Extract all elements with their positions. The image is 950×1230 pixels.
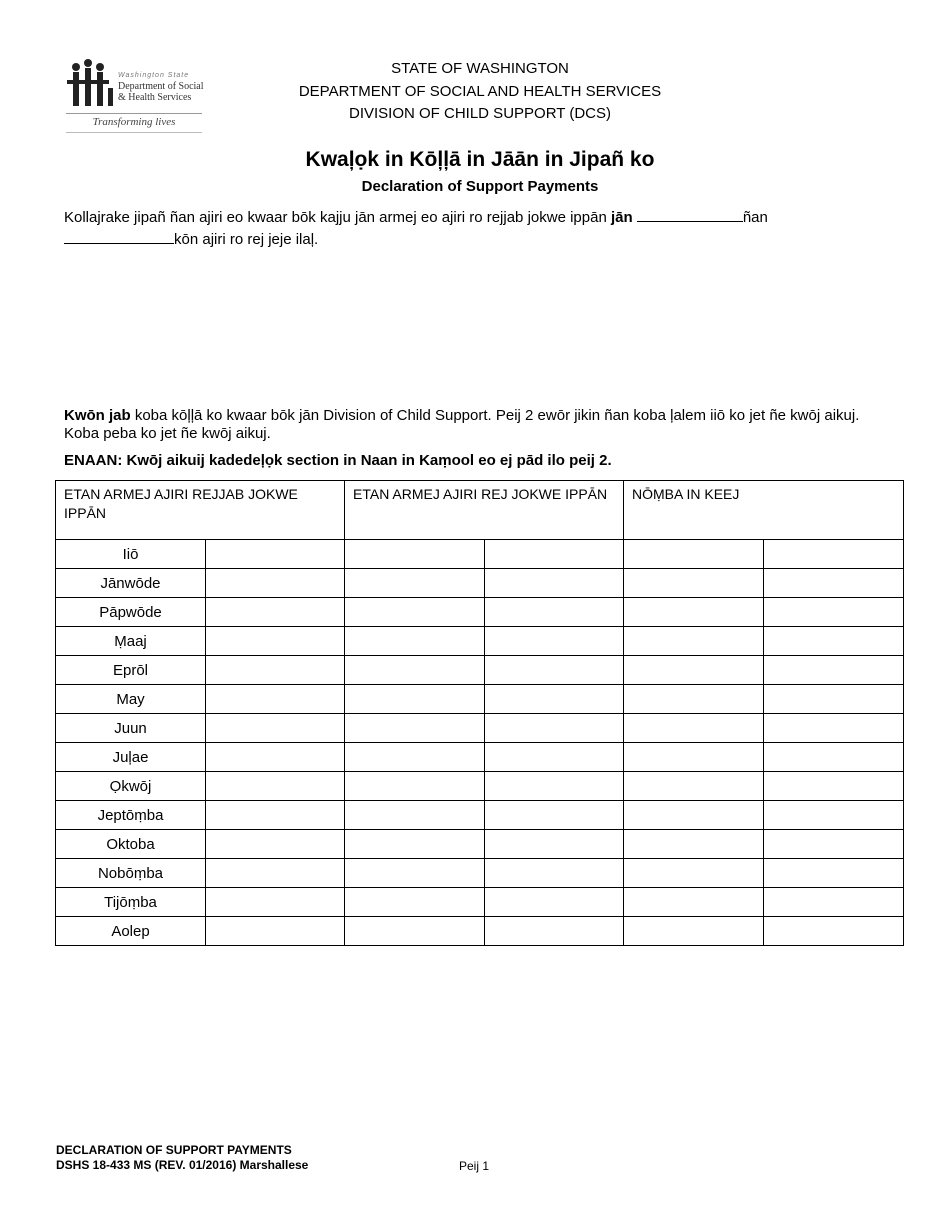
table-row	[56, 859, 904, 888]
entry-cell[interactable]	[206, 540, 345, 569]
entry-cell[interactable]	[485, 627, 624, 656]
table-row	[56, 685, 904, 714]
month-label: Ọkwōj	[56, 772, 206, 801]
entry-cell[interactable]	[764, 627, 904, 656]
column-header-case-number: NŌṂBA IN KEEJ	[624, 481, 904, 540]
entry-cell[interactable]	[624, 772, 764, 801]
entry-cell[interactable]	[345, 830, 485, 859]
page-title: Kwaļọk in Kōļļā in Jāān in Jipañ ko	[305, 148, 655, 171]
month-label: Jānwōde	[56, 569, 206, 598]
entry-cell[interactable]	[206, 772, 345, 801]
entry-cell[interactable]	[345, 743, 485, 772]
entry-cell[interactable]	[206, 656, 345, 685]
month-label: Iiō	[56, 540, 206, 569]
month-label: Pāpwōde	[56, 598, 206, 627]
entry-cell[interactable]	[764, 714, 904, 743]
entry-cell[interactable]	[624, 743, 764, 772]
table-row	[56, 830, 904, 859]
agency-division: DIVISION OF CHILD SUPPORT (DCS)	[349, 105, 611, 122]
table-row	[56, 627, 904, 656]
entry-cell[interactable]	[206, 627, 345, 656]
entry-cell[interactable]	[485, 801, 624, 830]
form-footer	[56, 1143, 308, 1173]
form-number: DSHS 18-433 MS (REV. 01/2016) Marshallese	[56, 1158, 309, 1172]
instruction-note: Kwōn jab koba kōļļā ko kwaar bōk jān Division of Child Support. Peij 2 ewōr jikin ñan koba ļalem iiō ko jet ñe kwōj aikuj. Koba peba ko jet ñe kwōj aikuj.	[64, 407, 860, 442]
from-name-field[interactable]	[637, 207, 743, 222]
payments-table	[55, 480, 904, 946]
column-header-payer: ETAN ARMEJ AJIRI REJJAB JOKWE IPPĀN	[56, 481, 345, 540]
month-label: Juun	[56, 714, 206, 743]
entry-cell[interactable]	[624, 917, 764, 946]
month-label: Tijōṃba	[56, 888, 206, 917]
entry-cell[interactable]	[764, 685, 904, 714]
entry-cell[interactable]	[764, 656, 904, 685]
month-label: Jeptōṃba	[56, 801, 206, 830]
warning-note: ENAAN: Kwōj aikuij kadedeļọk section in Naan in Kaṃool eo ej pād ilo peij 2.	[64, 452, 612, 469]
entry-cell[interactable]	[485, 772, 624, 801]
entry-cell[interactable]	[624, 569, 764, 598]
entry-cell[interactable]	[764, 743, 904, 772]
to-name-field[interactable]	[64, 229, 174, 244]
month-label: May	[56, 685, 206, 714]
entry-cell[interactable]	[345, 859, 485, 888]
entry-cell[interactable]	[764, 540, 904, 569]
dshs-logo	[64, 58, 204, 138]
entry-cell[interactable]	[345, 801, 485, 830]
entry-cell[interactable]	[206, 859, 345, 888]
table-row	[56, 598, 904, 627]
month-label: Nobōṃba	[56, 859, 206, 888]
entry-cell[interactable]	[206, 801, 345, 830]
agency-department: DEPARTMENT OF SOCIAL AND HEALTH SERVICES	[298, 82, 662, 100]
entry-cell[interactable]	[206, 714, 345, 743]
month-label: Eprōl	[56, 656, 206, 685]
table-row	[56, 569, 904, 598]
entry-cell[interactable]	[345, 598, 485, 627]
entry-cell[interactable]	[624, 656, 764, 685]
entry-cell[interactable]	[345, 888, 485, 917]
entry-cell[interactable]	[485, 656, 624, 685]
entry-cell[interactable]	[485, 714, 624, 743]
table-row	[56, 801, 904, 830]
entry-cell[interactable]	[206, 685, 345, 714]
entry-cell[interactable]	[624, 801, 764, 830]
entry-cell[interactable]	[485, 685, 624, 714]
entry-cell[interactable]	[624, 714, 764, 743]
entry-cell[interactable]	[345, 714, 485, 743]
logo-divider	[66, 132, 202, 133]
entry-cell[interactable]	[624, 830, 764, 859]
entry-cell[interactable]	[485, 598, 624, 627]
logo-state: Washington State	[118, 72, 190, 79]
column-header-payee: ETAN ARMEJ AJIRI REJ JOKWE IPPĀN	[345, 481, 624, 540]
month-label: Aolep	[56, 917, 206, 946]
intro-paragraph: Kollajrake jipañ ñan ajiri eo kwaar bōk kajju jān armej eo ajiri ro rejjab jokwe ippān jān ñan kōn ajiri ro rej jeje ilaļ.	[64, 209, 768, 248]
agency-header	[270, 58, 690, 126]
logo-divider	[66, 113, 202, 114]
entry-cell[interactable]	[485, 540, 624, 569]
entry-cell[interactable]	[764, 917, 904, 946]
entry-cell[interactable]	[345, 627, 485, 656]
entry-cell[interactable]	[624, 598, 764, 627]
logo-department: Department of Social & Health Services	[118, 81, 204, 103]
logo-tagline: Transforming lives	[92, 116, 176, 128]
entry-cell[interactable]	[624, 685, 764, 714]
entry-cell[interactable]	[345, 540, 485, 569]
table-row	[56, 656, 904, 685]
entry-cell[interactable]	[206, 888, 345, 917]
entry-cell[interactable]	[345, 685, 485, 714]
entry-cell[interactable]	[764, 772, 904, 801]
page-subtitle: Declaration of Support Payments	[361, 178, 599, 195]
table-row	[56, 917, 904, 946]
entry-cell[interactable]	[206, 743, 345, 772]
entry-cell[interactable]	[485, 917, 624, 946]
entry-cell[interactable]	[624, 859, 764, 888]
table-row	[56, 540, 904, 569]
entry-cell[interactable]	[764, 598, 904, 627]
entry-cell[interactable]	[485, 859, 624, 888]
people-icon	[66, 58, 116, 110]
entry-cell[interactable]	[345, 569, 485, 598]
entry-cell[interactable]	[624, 627, 764, 656]
table-row	[56, 714, 904, 743]
entry-cell[interactable]	[764, 859, 904, 888]
month-label: Ṃaaj	[56, 627, 206, 656]
entry-cell[interactable]	[485, 888, 624, 917]
month-label: Oktoba	[56, 830, 206, 859]
entry-cell[interactable]	[345, 772, 485, 801]
entry-cell[interactable]	[206, 830, 345, 859]
entry-cell[interactable]	[485, 830, 624, 859]
entry-cell[interactable]	[345, 917, 485, 946]
form-title: DECLARATION OF SUPPORT PAYMENTS	[56, 1143, 292, 1157]
entry-cell[interactable]	[206, 598, 345, 627]
table-row	[56, 772, 904, 801]
entry-cell[interactable]	[206, 917, 345, 946]
entry-cell[interactable]	[764, 569, 904, 598]
entry-cell[interactable]	[764, 888, 904, 917]
page-number: Peij 1	[459, 1159, 490, 1173]
entry-cell[interactable]	[485, 569, 624, 598]
entry-cell[interactable]	[764, 801, 904, 830]
entry-cell[interactable]	[764, 830, 904, 859]
entry-cell[interactable]	[624, 540, 764, 569]
table-row	[56, 743, 904, 772]
table-row	[56, 888, 904, 917]
entry-cell[interactable]	[485, 743, 624, 772]
entry-cell[interactable]	[345, 656, 485, 685]
entry-cell[interactable]	[624, 888, 764, 917]
agency-state: STATE OF WASHINGTON	[391, 60, 569, 77]
month-label: Juļae	[56, 743, 206, 772]
entry-cell[interactable]	[206, 569, 345, 598]
